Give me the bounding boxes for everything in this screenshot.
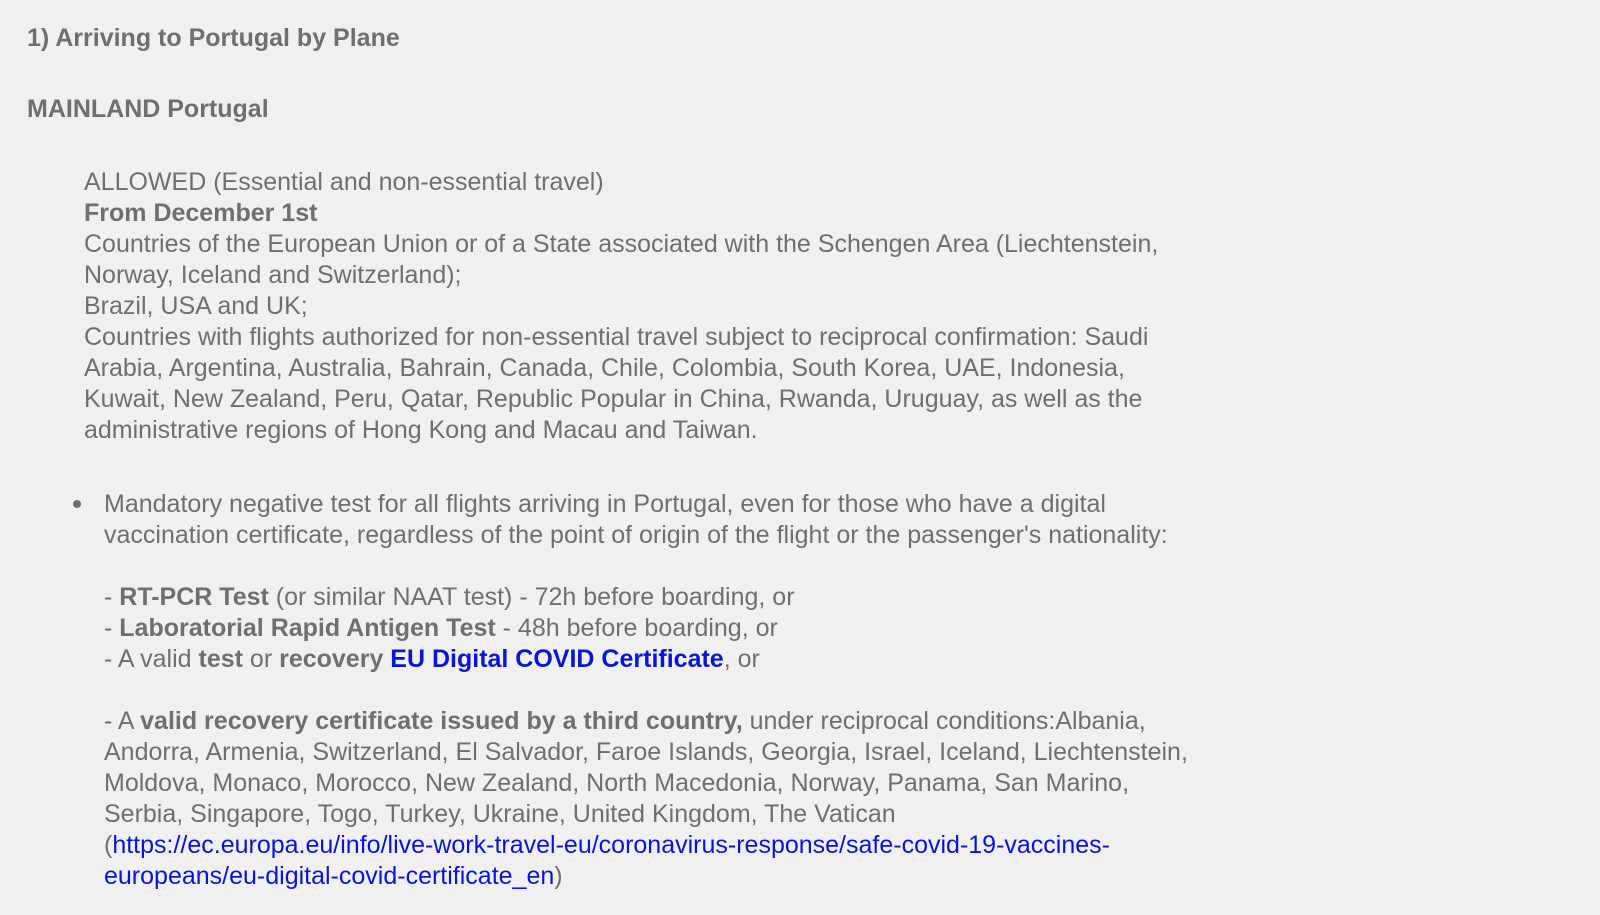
third-country-line-1 bbox=[104, 706, 1304, 737]
third-country-line-3: Moldova, Monaco, Morocco, New Zealand, North Macedonia, Norway, Panama, San Marino, bbox=[104, 769, 1130, 797]
cert-test: test bbox=[198, 645, 243, 673]
rtpcr-rest: (or similar NAAT test) - 72h before boarding, or bbox=[268, 583, 795, 611]
bullet-intro-line-1: Mandatory negative test for all flights arriving in Portugal, even for those who have a digital bbox=[104, 490, 1106, 518]
brazil-usa-uk: Brazil, USA and UK; bbox=[84, 292, 308, 320]
antigen-bold: Laboratorial Rapid Antigen Test bbox=[119, 614, 496, 642]
third-country-line-2: Andorra, Armenia, Switzerland, El Salvador, Faroe Islands, Georgia, Israel, Iceland, Liechtenstein, bbox=[104, 738, 1188, 766]
cert-recovery: recovery bbox=[279, 645, 384, 673]
antigen-line bbox=[104, 613, 1304, 644]
eu-covid-url-link-part-2[interactable]: europeans/eu-digital-covid-certificate_en bbox=[104, 862, 555, 890]
allowed-block bbox=[84, 167, 1284, 446]
url-line-1 bbox=[104, 830, 1304, 861]
certificate-line bbox=[104, 644, 1304, 675]
from-date: From December 1st bbox=[84, 199, 318, 227]
url-line-2 bbox=[104, 861, 1304, 892]
section-title: 1) Arriving to Portugal by Plane bbox=[27, 24, 400, 52]
rtpcr-prefix: - bbox=[104, 583, 120, 611]
rtpcr-bold: RT-PCR Test bbox=[119, 583, 269, 611]
reciprocal-line-2: Arabia, Argentina, Australia, Bahrain, Canada, Chile, Colombia, South Korea, UAE, Indonesia, bbox=[84, 354, 1125, 382]
eu-countries-line-2: Norway, Iceland and Switzerland); bbox=[84, 261, 462, 289]
cert-prefix: - A valid bbox=[104, 645, 199, 673]
bullet-item bbox=[104, 489, 1304, 892]
third-rest: under reciprocal conditions:Albania, bbox=[742, 707, 1146, 735]
eu-covid-url-link-part-1[interactable]: https://ec.europa.eu/info/live-work-travel-eu/coronavirus-response/safe-covid-19-vaccines- bbox=[112, 831, 1110, 859]
cert-suffix: , or bbox=[723, 645, 760, 673]
region-title: MAINLAND Portugal bbox=[27, 95, 269, 123]
third-bold: valid recovery certificate issued by a third country, bbox=[140, 707, 743, 735]
bullet-intro-line-2: vaccination certificate, regardless of the point of origin of the flight or the passenger's nationality: bbox=[104, 521, 1168, 549]
third-prefix: - A bbox=[104, 707, 141, 735]
reciprocal-line-3: Kuwait, New Zealand, Peru, Qatar, Republic Popular in China, Rwanda, Uruguay, as well as the bbox=[84, 385, 1143, 413]
bullet-dot-icon bbox=[73, 500, 81, 508]
reciprocal-line-4: administrative regions of Hong Kong and Macau and Taiwan. bbox=[84, 416, 758, 444]
allowed-status: ALLOWED (Essential and non-essential travel) bbox=[84, 168, 604, 196]
rtpcr-line bbox=[104, 582, 1304, 613]
cert-or: or bbox=[242, 645, 280, 673]
eu-countries-line-1: Countries of the European Union or of a State associated with the Schengen Area (Liechtenstein, bbox=[84, 230, 1159, 258]
antigen-rest: - 48h before boarding, or bbox=[495, 614, 778, 642]
eu-covid-certificate-link[interactable]: EU Digital COVID Certificate bbox=[390, 645, 724, 673]
reciprocal-line-1: Countries with flights authorized for non-essential travel subject to reciprocal confirmation: Saudi bbox=[84, 323, 1149, 351]
third-country-line-4: Serbia, Singapore, Togo, Turkey, Ukraine, United Kingdom, The Vatican bbox=[104, 800, 896, 828]
spacer bbox=[104, 675, 1304, 706]
spacer bbox=[104, 551, 1304, 582]
url-close-paren: ) bbox=[554, 862, 563, 890]
antigen-prefix: - bbox=[104, 614, 120, 642]
url-open-paren: ( bbox=[104, 831, 113, 859]
